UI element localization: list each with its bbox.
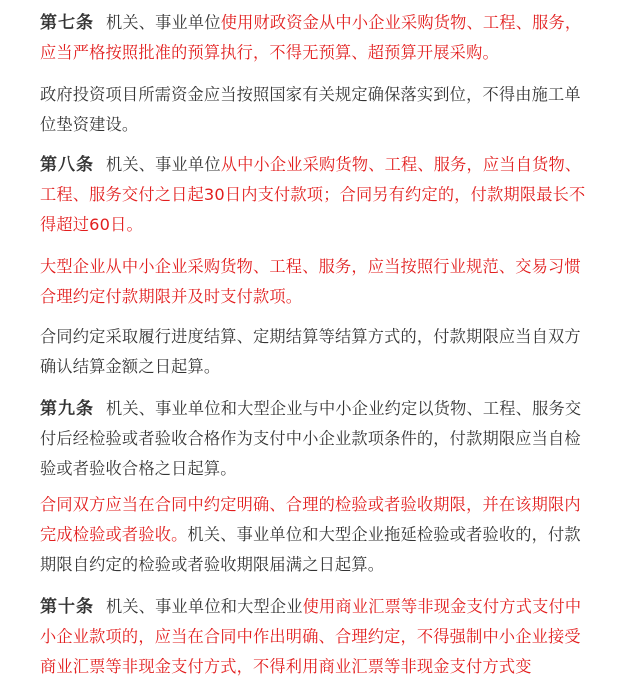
paragraph-article-7 [40, 8, 595, 68]
paragraph-article-8 [40, 150, 595, 240]
article-label: 第八条 [40, 155, 94, 175]
article-label: 第九条 [40, 399, 94, 419]
article-label: 第十条 [40, 597, 94, 617]
text-segment: 机关、事业单位 [106, 155, 221, 174]
highlighted-text-segment: 大型企业从中小企业采购货物、工程、服务，应当按照行业规范、交易习惯合理约定付款期限并及时支付款项。 [40, 257, 581, 306]
text-segment: 机关、事业单位 [106, 13, 221, 32]
paragraph-article-10 [40, 592, 595, 676]
paragraph-article-9-inspection [40, 490, 595, 580]
paragraph-article-9 [40, 394, 595, 484]
paragraph-article-8-large-enterprise [40, 252, 595, 312]
paragraph-article-7-funding [40, 80, 595, 140]
text-segment: 合同约定采取履行进度结算、定期结算等结算方式的，付款期限应当自双方确认结算金额之日起算。 [40, 327, 581, 376]
paragraph-article-8-settlement [40, 322, 595, 382]
highlighted-text-segment: 使用商业汇票等非现金支付方式支付中小企业款项的，应当在合同中作出明确、合理约定，不得强制中小企业接受商业汇票等非现金支付方式，不得利用商业汇票等非现金支付方式变 [40, 597, 582, 676]
highlighted-text-segment: 使用财政资金从中小企业采购货物、工程、服务，应当严格按照批准的预算执行，不得无预算、超预算开展采购。 [40, 13, 582, 62]
highlighted-text-segment: 从中小企业采购货物、工程、服务，应当自货物、工程、服务交付之日起30日内支付款项；合同另有约定的，付款期限最长不得超过60日。 [40, 155, 586, 234]
text-segment: 政府投资项目所需资金应当按照国家有关规定确保落实到位，不得由施工单位垫资建设。 [40, 85, 581, 134]
text-segment: 机关、事业单位和大型企业 [106, 597, 303, 616]
highlighted-text-segment: 合同双方应当在合同中约定明确、合理的检验或者验收期限，并在该期限内完成检验或者验收。 [40, 495, 581, 544]
article-label: 第七条 [40, 13, 94, 33]
text-segment: 机关、事业单位和大型企业拖延检验或者验收的，付款期限自约定的检验或者验收期限届满之日起算。 [40, 525, 581, 574]
text-segment: 机关、事业单位和大型企业与中小企业约定以货物、工程、服务交付后经检验或者验收合格作为支付中小企业款项条件的，付款期限应当自检验或者验收合格之日起算。 [40, 399, 582, 478]
